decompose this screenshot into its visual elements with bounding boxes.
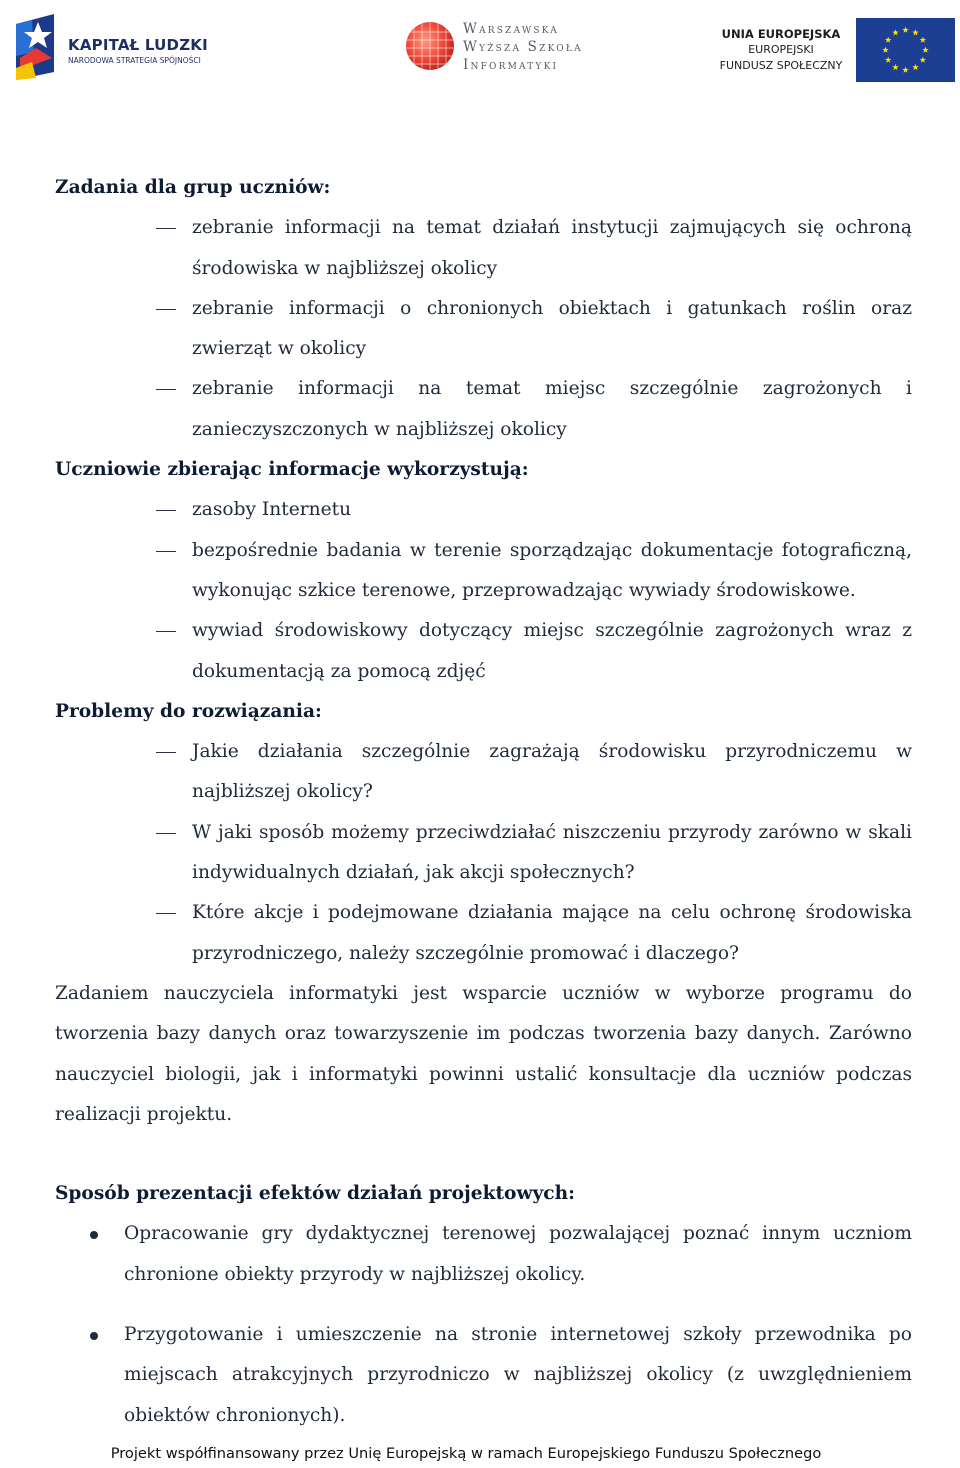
wwsi-wordmark [463,20,583,74]
list-item: bezpośrednie badania w terenie sporządzając dokumentacje fotograficzną, wykonując szkice terenowe, przeprowadzając wywiady środowiskowe. [55,531,912,612]
list-item: zebranie informacji na temat miejsc szczególnie zagrożonych i zanieczyszczonych w najbliższej okolicy [55,369,912,450]
wwsi-line-3: Informatyki [463,57,559,73]
kapital-ludzki-emblem-icon [12,12,58,82]
kapital-ludzki-subtitle: NARODOWA STRATEGIA SPÓJNOŚCI [68,56,201,65]
eu-line-3: FUNDUSZ SPOŁECZNY [719,59,843,72]
presentation-list [55,1214,912,1435]
sources-heading: Uczniowie zbierając informacje wykorzystują: [55,459,529,481]
problems-heading: Problemy do rozwiązania: [55,700,322,722]
list-item: zasoby Internetu [55,490,912,530]
tasks-list [55,208,912,450]
eu-line-2: EUROPEJSKI [748,43,814,56]
kapital-ludzki-wordmark [68,36,208,65]
eu-logo [712,18,957,82]
kapital-ludzki-title: KAPITAŁ LUDZKI [68,36,208,54]
spacer [55,1135,912,1174]
wwsi-line-2: Wyższa Szkoła [463,39,583,55]
presentation-heading: Sposób prezentacji efektów działań projektowych: [55,1183,575,1205]
header-logos [0,0,960,100]
teacher-paragraph: Zadaniem nauczyciela informatyki jest wsparcie uczniów w wyborze programu do tworzenia bazy danych oraz towarzyszenie im podczas tworzenia bazy danych. Zarówno nauczyciel biologii, jak i informatyki powinni ustalić konsultacje dla uczniów podczas realizacji projektu. [55,982,912,1125]
wwsi-logo [405,18,595,78]
list-item: Które akcje i podejmowane działania mające na celu ochronę środowiska przyrodniczego, należy szczególnie promować i dlaczego? [55,893,912,974]
list-item: zebranie informacji na temat działań instytucji zajmujących się ochroną środowiska w najbliższej okolicy [55,208,912,289]
eu-flag-icon [856,18,955,82]
eu-wordmark [712,26,850,74]
list-item: Opracowanie gry dydaktycznej terenowej pozwalającej poznać innym uczniom chronione obiekty przyrody w najbliższej okolicy. [55,1214,912,1295]
list-item: Jakie działania szczególnie zagrażają środowisku przyrodniczemu w najbliższej okolicy? [55,732,912,813]
sources-list [55,490,912,691]
wwsi-line-1: Warszawska [463,21,559,37]
list-item: wywiad środowiskowy dotyczący miejsc szczególnie zagrożonych wraz z dokumentacją za pomocą zdjęć [55,611,912,692]
list-item: W jaki sposób możemy przeciwdziałać niszczeniu przyrody zarówno w skali indywidualnych działań, jak akcji społecznych? [55,813,912,894]
wwsi-emblem-icon [405,20,455,72]
kapital-ludzki-logo [12,12,222,84]
tasks-heading: Zadania dla grup uczniów: [55,177,331,198]
document-body [55,168,912,1436]
list-item: zebranie informacji o chronionych obiektach i gatunkach roślin oraz zwierząt w okolicy [55,289,912,370]
footer-funding-note: Projekt współfinansowany przez Unię Europejską w ramach Europejskiego Funduszu Społecznego [110,1445,822,1462]
eu-line-1: UNIA EUROPEJSKA [721,27,841,41]
problems-list [55,732,912,974]
list-item: Przygotowanie i umieszczenie na stronie internetowej szkoły przewodnika po miejscach atrakcyjnych przyrodniczo w najbliższej okolicy (z uwzględnieniem obiektów chronionych). [55,1315,912,1436]
